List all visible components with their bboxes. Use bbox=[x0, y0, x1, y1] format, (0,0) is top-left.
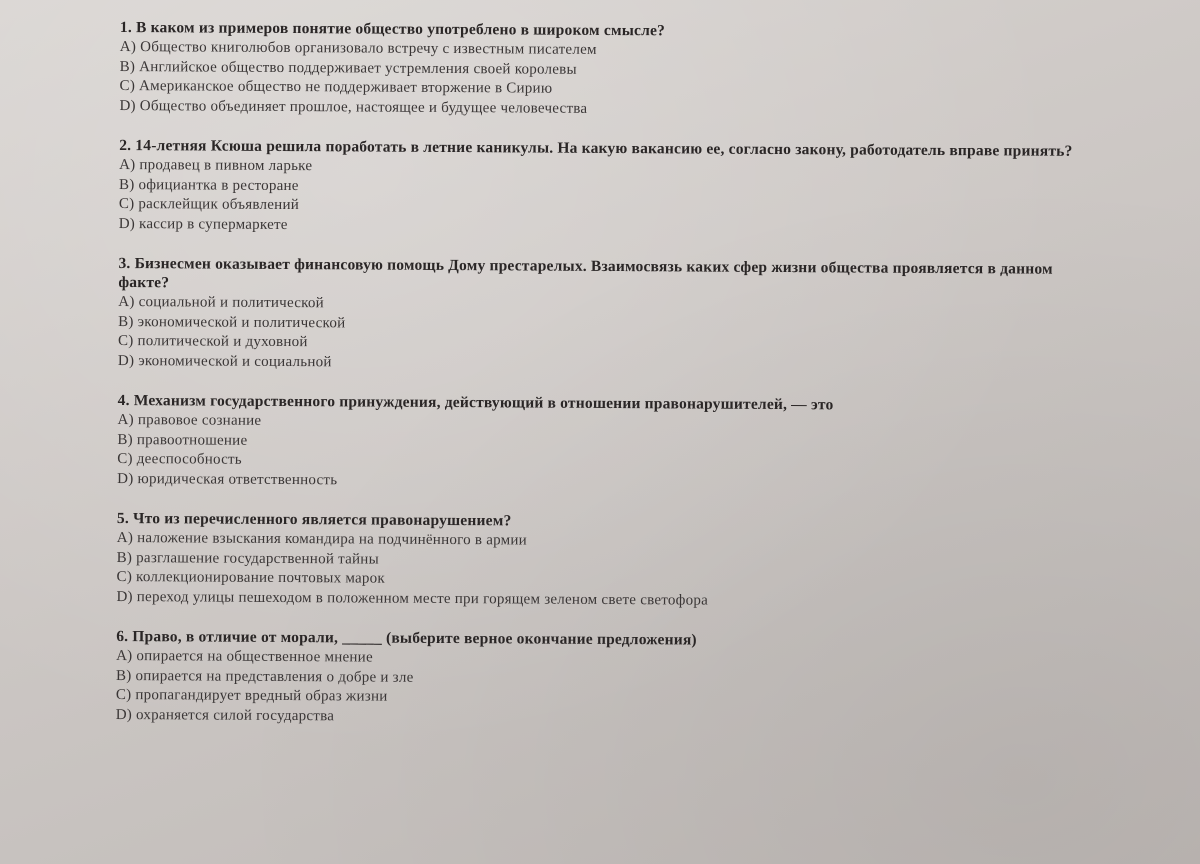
question-6 bbox=[116, 627, 1077, 731]
answer-options bbox=[117, 411, 1077, 495]
answer-option-d: D) переход улицы пешеходом в положенном месте при горящем зеленом свете светофора bbox=[116, 588, 709, 609]
answer-options bbox=[119, 38, 1079, 122]
answer-option-a: A) наложение взыскания командира на подчинённого в армии bbox=[116, 529, 528, 549]
answer-option-a: A) Общество книголюбов организовало встречу с известным писателем bbox=[119, 38, 597, 58]
quiz-questions bbox=[116, 18, 1080, 751]
answer-option-d: D) Общество объединяет прошлое, настоящее и будущее человечества bbox=[119, 97, 588, 117]
answer-options bbox=[119, 156, 1079, 240]
answer-option-b: B) Английское общество поддерживает устремления своей королевы bbox=[119, 58, 577, 78]
answer-option-b: B) экономической и политической bbox=[118, 313, 346, 331]
answer-option-a: A) правовое сознание bbox=[117, 411, 262, 429]
answer-option-c: C) расклейщик объявлений bbox=[118, 195, 300, 214]
question-5 bbox=[116, 509, 1077, 613]
answer-option-b: B) официантка в ресторане bbox=[118, 176, 299, 194]
answer-option-a: A) продавец в пивном ларьке bbox=[119, 156, 313, 175]
answer-options bbox=[118, 293, 1078, 377]
question-title: 5. Что из перечисленного является правонарушением? bbox=[116, 509, 512, 530]
answer-option-a: A) социальной и политической bbox=[118, 293, 325, 312]
answer-option-a: A) опирается на общественное мнение bbox=[116, 647, 373, 666]
answer-option-b: B) опирается на представления о добре и зле bbox=[115, 667, 414, 686]
answer-option-c: C) пропагандирует вредный образ жизни bbox=[115, 686, 388, 705]
question-title: 1. В каком из примеров понятие общество употреблено в широком смысле? bbox=[119, 18, 666, 40]
question-3 bbox=[118, 254, 1079, 377]
question-1 bbox=[119, 18, 1080, 122]
question-title: 4. Механизм государственного принуждения, действующий в отношении правонарушителей, — это bbox=[117, 391, 834, 414]
answer-option-c: C) коллекционирование почтовых марок bbox=[116, 568, 386, 587]
answer-options bbox=[116, 529, 1076, 613]
answer-option-c: C) политической и духовной bbox=[117, 332, 308, 351]
answer-option-b: B) правоотношение bbox=[117, 431, 248, 449]
answer-option-d: D) юридическая ответственность bbox=[117, 470, 338, 488]
answer-option-d: D) экономической и социальной bbox=[117, 352, 332, 370]
answer-options bbox=[116, 647, 1076, 731]
answer-option-d: D) охраняется силой государства bbox=[115, 706, 335, 724]
question-title: 3. Бизнесмен оказывает финансовую помощь Дому престарелых. Взаимосвязь каких сфер жизни общества проявляется в данном факте? bbox=[118, 254, 1053, 292]
answer-option-d: D) кассир в супермаркете bbox=[118, 215, 288, 233]
answer-option-c: C) дееспособность bbox=[117, 450, 242, 468]
question-title: 6. Право, в отличие от морали, _____ (выберите верное окончание предложения) bbox=[116, 627, 697, 649]
question-title: 2. 14-летняя Ксюша решила поработать в летние каникулы. На какую вакансию ее, согласно закону, работодатель вправе принять? bbox=[119, 136, 1073, 160]
answer-option-b: B) разглашение государственной тайны bbox=[116, 549, 379, 568]
question-2 bbox=[119, 136, 1080, 240]
question-4 bbox=[117, 391, 1078, 495]
answer-option-c: C) Американское общество не поддерживает вторжение в Сирию bbox=[119, 77, 553, 97]
